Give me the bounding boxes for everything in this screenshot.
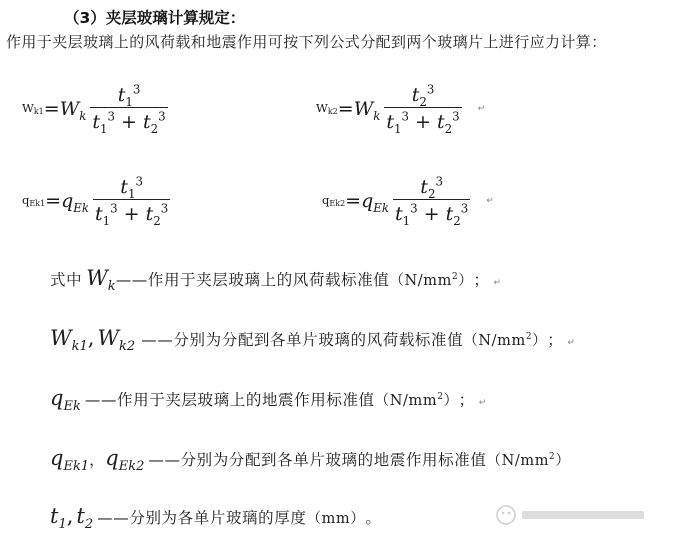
- formula-qek1: $q_{Ek1}$ = $q_{Ek}$ $\frac{t_1^3}{t_1^3 + t_2^3}$: [22, 174, 169, 228]
- paragraph-mark: ↵: [478, 398, 487, 408]
- formula-qek2: $q_{Ek2}$ = $q_{Ek}$ $\frac{t_2^3}{t_1^3 + t_2^3}$ ↵: [322, 174, 494, 228]
- definition-wk1-wk2: $W_{k1}$ , $W_{k2}$ ——分别为分配到各单片玻璃的风荷载标准值 $(N/mm^2)$ ； ↵: [50, 326, 576, 355]
- definition-qek1-qek2: $q_{Ek1}$ ， $q_{Ek2}$ ——分别为分配到各单片玻璃的地震作用标准值 $(N/mm^2)$: [50, 446, 571, 475]
- paragraph-mark: ↵: [567, 338, 576, 348]
- paragraph-mark: ↵: [493, 278, 502, 288]
- definition-t1-t2: $t_1$ , $t_2$ ——分别为各单片玻璃的厚度 （mm） 。: [50, 504, 382, 533]
- section-heading: （3）夹层玻璃计算规定：: [64, 9, 246, 27]
- definition-qek: $q_{Ek}$ ——作用于夹层玻璃上的地震作用标准值 $(N/mm^2)$ ； ↵: [50, 386, 487, 415]
- formula-wk1: $W_{k1}$ = $W_k$ $\frac{t_1^3}{t_1^3 + t_2^3}$: [22, 82, 166, 136]
- paragraph-mark: ↵: [486, 195, 494, 206]
- intro-paragraph: 作用于夹层玻璃上的风荷载和地震作用可按下列公式分配到两个玻璃片上进行应力计算：: [6, 33, 607, 51]
- formula-wk2: $W_{k2}$ = $W_k$ $\frac{t_2^3}{t_1^3 + t_2^3}$ ↵: [316, 82, 486, 136]
- definition-wk: 式中 $W_k$ ——作用于夹层玻璃上的风荷载标准值 $(N/mm^2)$ ； ↵: [50, 266, 502, 295]
- paragraph-mark: ↵: [477, 103, 486, 114]
- watermark-logo: [494, 503, 654, 527]
